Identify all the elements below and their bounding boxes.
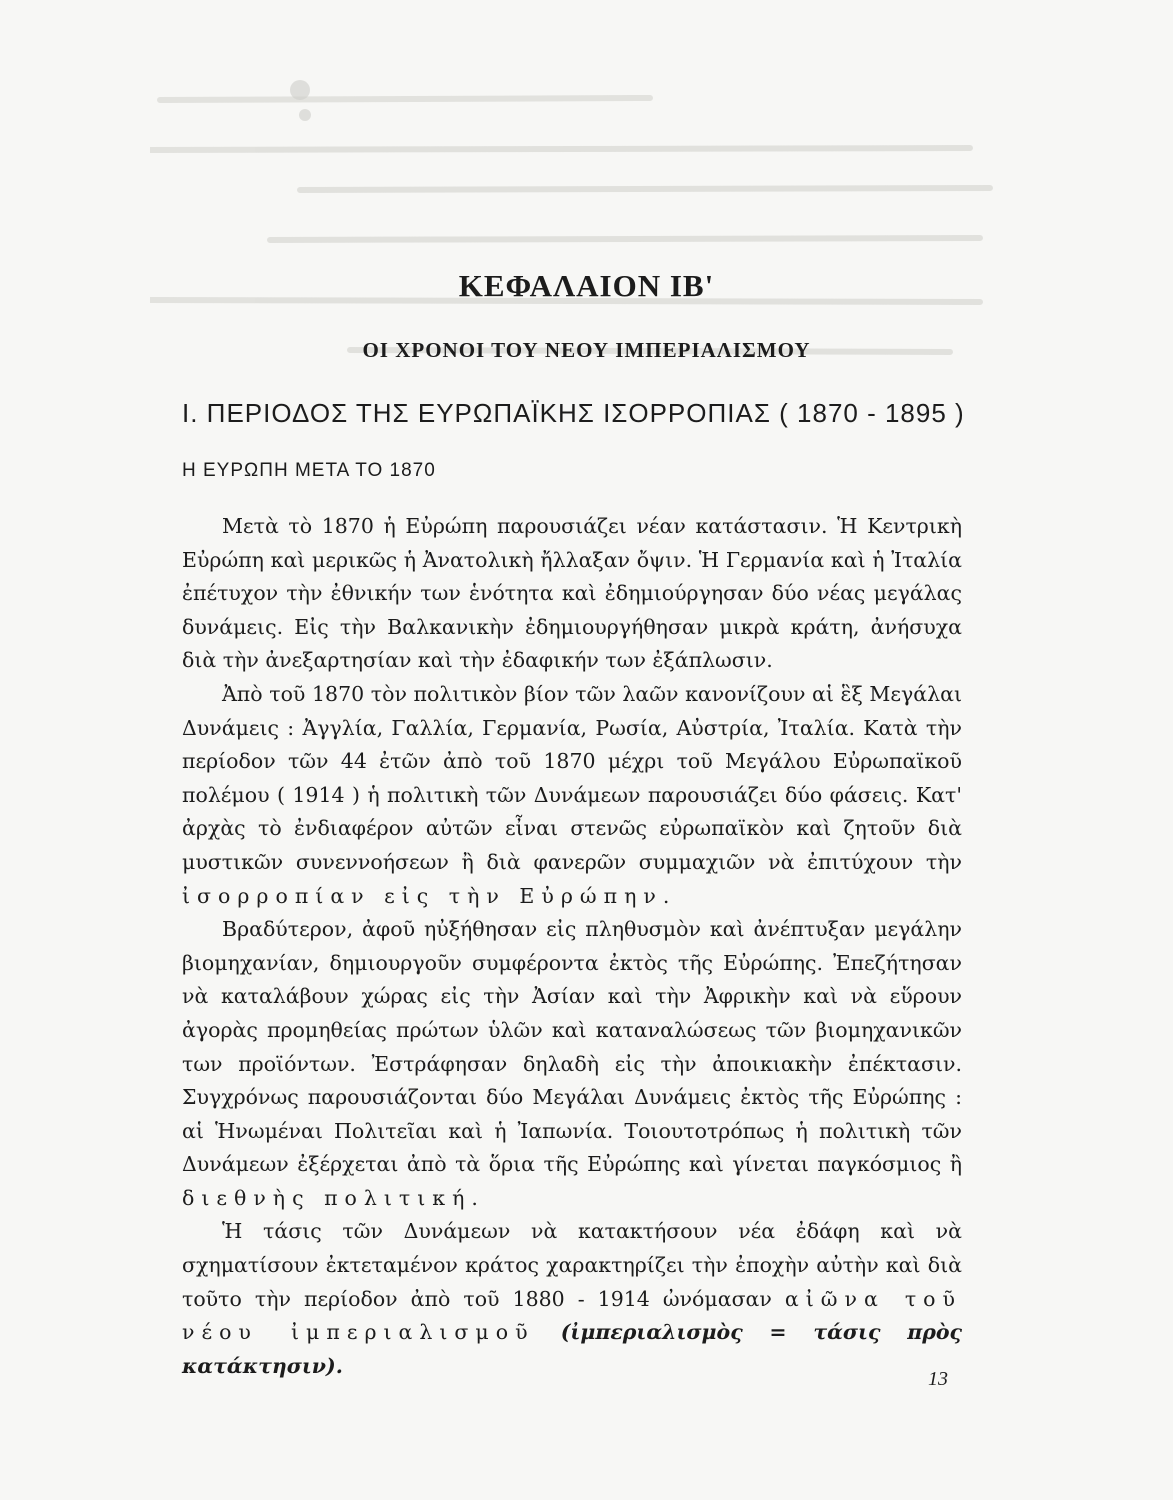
- body-text: [182, 510, 962, 1383]
- section-heading: Ι. ΠΕΡΙΟΔΟΣ ΤΗΣ ΕΥΡΩΠΑΪΚΗΣ ΙΣΟΡΡΟΠΙΑΣ ( 1870 - 1895 ): [182, 398, 965, 428]
- chapter-title: ΚΕΦΑΛΑΙΟΝ ΙΒ': [458, 268, 715, 303]
- paragraph-1: Μετὰ τὸ 1870 ἡ Εὐρώπη παρουσιάζει νέαν κατάστασιν. Ἡ Κεντρικὴ Εὐρώπη καὶ μερικῶς ἡ Ἀνατολικὴ ἤλλαξαν ὄψιν. Ἡ Γερμανία καὶ ἡ Ἰταλία ἐπέτυχον τὴν ἐθνικήν των ἑνότητα καὶ ἐδημιούργησαν δύο νέας μεγάλας δυνάμεις. Εἰς τὴν Βαλκανικὴν ἐδημιουργήθησαν μικρὰ κράτη, ἀνήσυχα διὰ τὴν ἀνεξαρτησίαν καὶ τὴν ἐδαφικήν των ἐξάπλωσιν.: [182, 514, 962, 673]
- paragraph-3-emphasis: διεθνὴς πολιτική.: [182, 1185, 485, 1210]
- page-number: 13: [928, 1368, 948, 1390]
- chapter-subtitle: ΟΙ ΧΡΟΝΟΙ ΤΟΥ ΝΕΟΥ ΙΜΠΕΡΙΑΛΙΣΜΟΥ: [362, 338, 811, 362]
- paragraph-3: [182, 913, 962, 1215]
- paragraph-4-text: Ἡ τάσις τῶν Δυνάμεων νὰ κατακτήσουν νέα ἐδάφη καὶ νὰ σχηματίσουν ἐκτεταμένον κράτος χαρακτηρίζει τὴν ἐποχὴν αὐτὴν καὶ διὰ τοῦτο τὴν περίοδον ἀπὸ τοῦ 1880 - 1914 ὠνόμασαν: [182, 1219, 962, 1311]
- paragraph-4: [182, 1215, 962, 1383]
- paragraph-2-text: Ἀπὸ τοῦ 1870 τὸν πολιτικὸν βίον τῶν λαῶν κανονίζουν αἱ ἓξ Μεγάλαι Δυνάμεις : Ἀγγλία, Γαλλία, Γερμανία, Ρωσία, Αὐστρία, Ἰταλία. Κατὰ τὴν περίοδον τῶν 44 ἐτῶν ἀπὸ τοῦ 1870 μέχρι τοῦ Μεγάλου Εὐρωπαϊκοῦ πολέμου ( 1914 ) ἡ πολιτικὴ τῶν Δυνάμεων παρουσιάζει δύο φάσεις. Κατ' ἀρχὰς τὸ ἐνδιαφέρον αὐτῶν εἶναι στενῶς εὐρωπαϊκὸν καὶ ζητοῦν διὰ μυστικῶν συνεννοήσεων ἢ διὰ φανερῶν συμμαχιῶν νὰ ἐπιτύχουν τὴν: [182, 681, 962, 874]
- paragraph-4-emphasis: αἰῶνα τοῦ νέου ἰμπεριαλισμοῦ: [182, 1286, 962, 1345]
- subsection-heading: Η ΕΥΡΩΠΗ ΜΕΤΑ ΤΟ 1870: [182, 460, 436, 481]
- paragraph-2-emphasis: ἰσορροπίαν εἰς τὴν Εὐρώπην.: [182, 883, 677, 908]
- paragraph-4-definition: (ἰμπεριαλισμὸς = τάσις πρὸς κατάκτησιν).: [182, 1320, 962, 1378]
- paragraph-2: [182, 678, 962, 913]
- paragraph-3-text: Βραδύτερον, ἀφοῦ ηὐξήθησαν εἰς πληθυσμὸν καὶ ἀνέπτυξαν μεγάλην βιομηχανίαν, δημιουργοῦν συμφέροντα ἐκτὸς τῆς Εὐρώπης. Ἐπεζήτησαν νὰ καταλάβουν χώρας εἰς τὴν Ἀσίαν καὶ τὴν Ἀφρικὴν καὶ νὰ εὕρουν ἀγορὰς προμηθείας πρώτων ὑλῶν καὶ καταναλώσεως τῶν βιομηχανικῶν των προϊόντων. Ἐστράφησαν δηλαδὴ εἰς τὴν ἀποικιακὴν ἐπέκτασιν. Συγχρόνως παρουσιάζονται δύο Μεγάλαι Δυνάμεις ἐκτὸς τῆς Εὐρώπης : αἱ Ἡνωμέναι Πολιτεῖαι καὶ ἡ Ἰαπωνία. Τοιουτοτρόπως ἡ πολιτικὴ τῶν Δυνάμεων ἐξέρχεται ἀπὸ τὰ ὅρια τῆς Εὐρώπης καὶ γίνεται παγκόσμιος ἢ: [182, 917, 962, 1177]
